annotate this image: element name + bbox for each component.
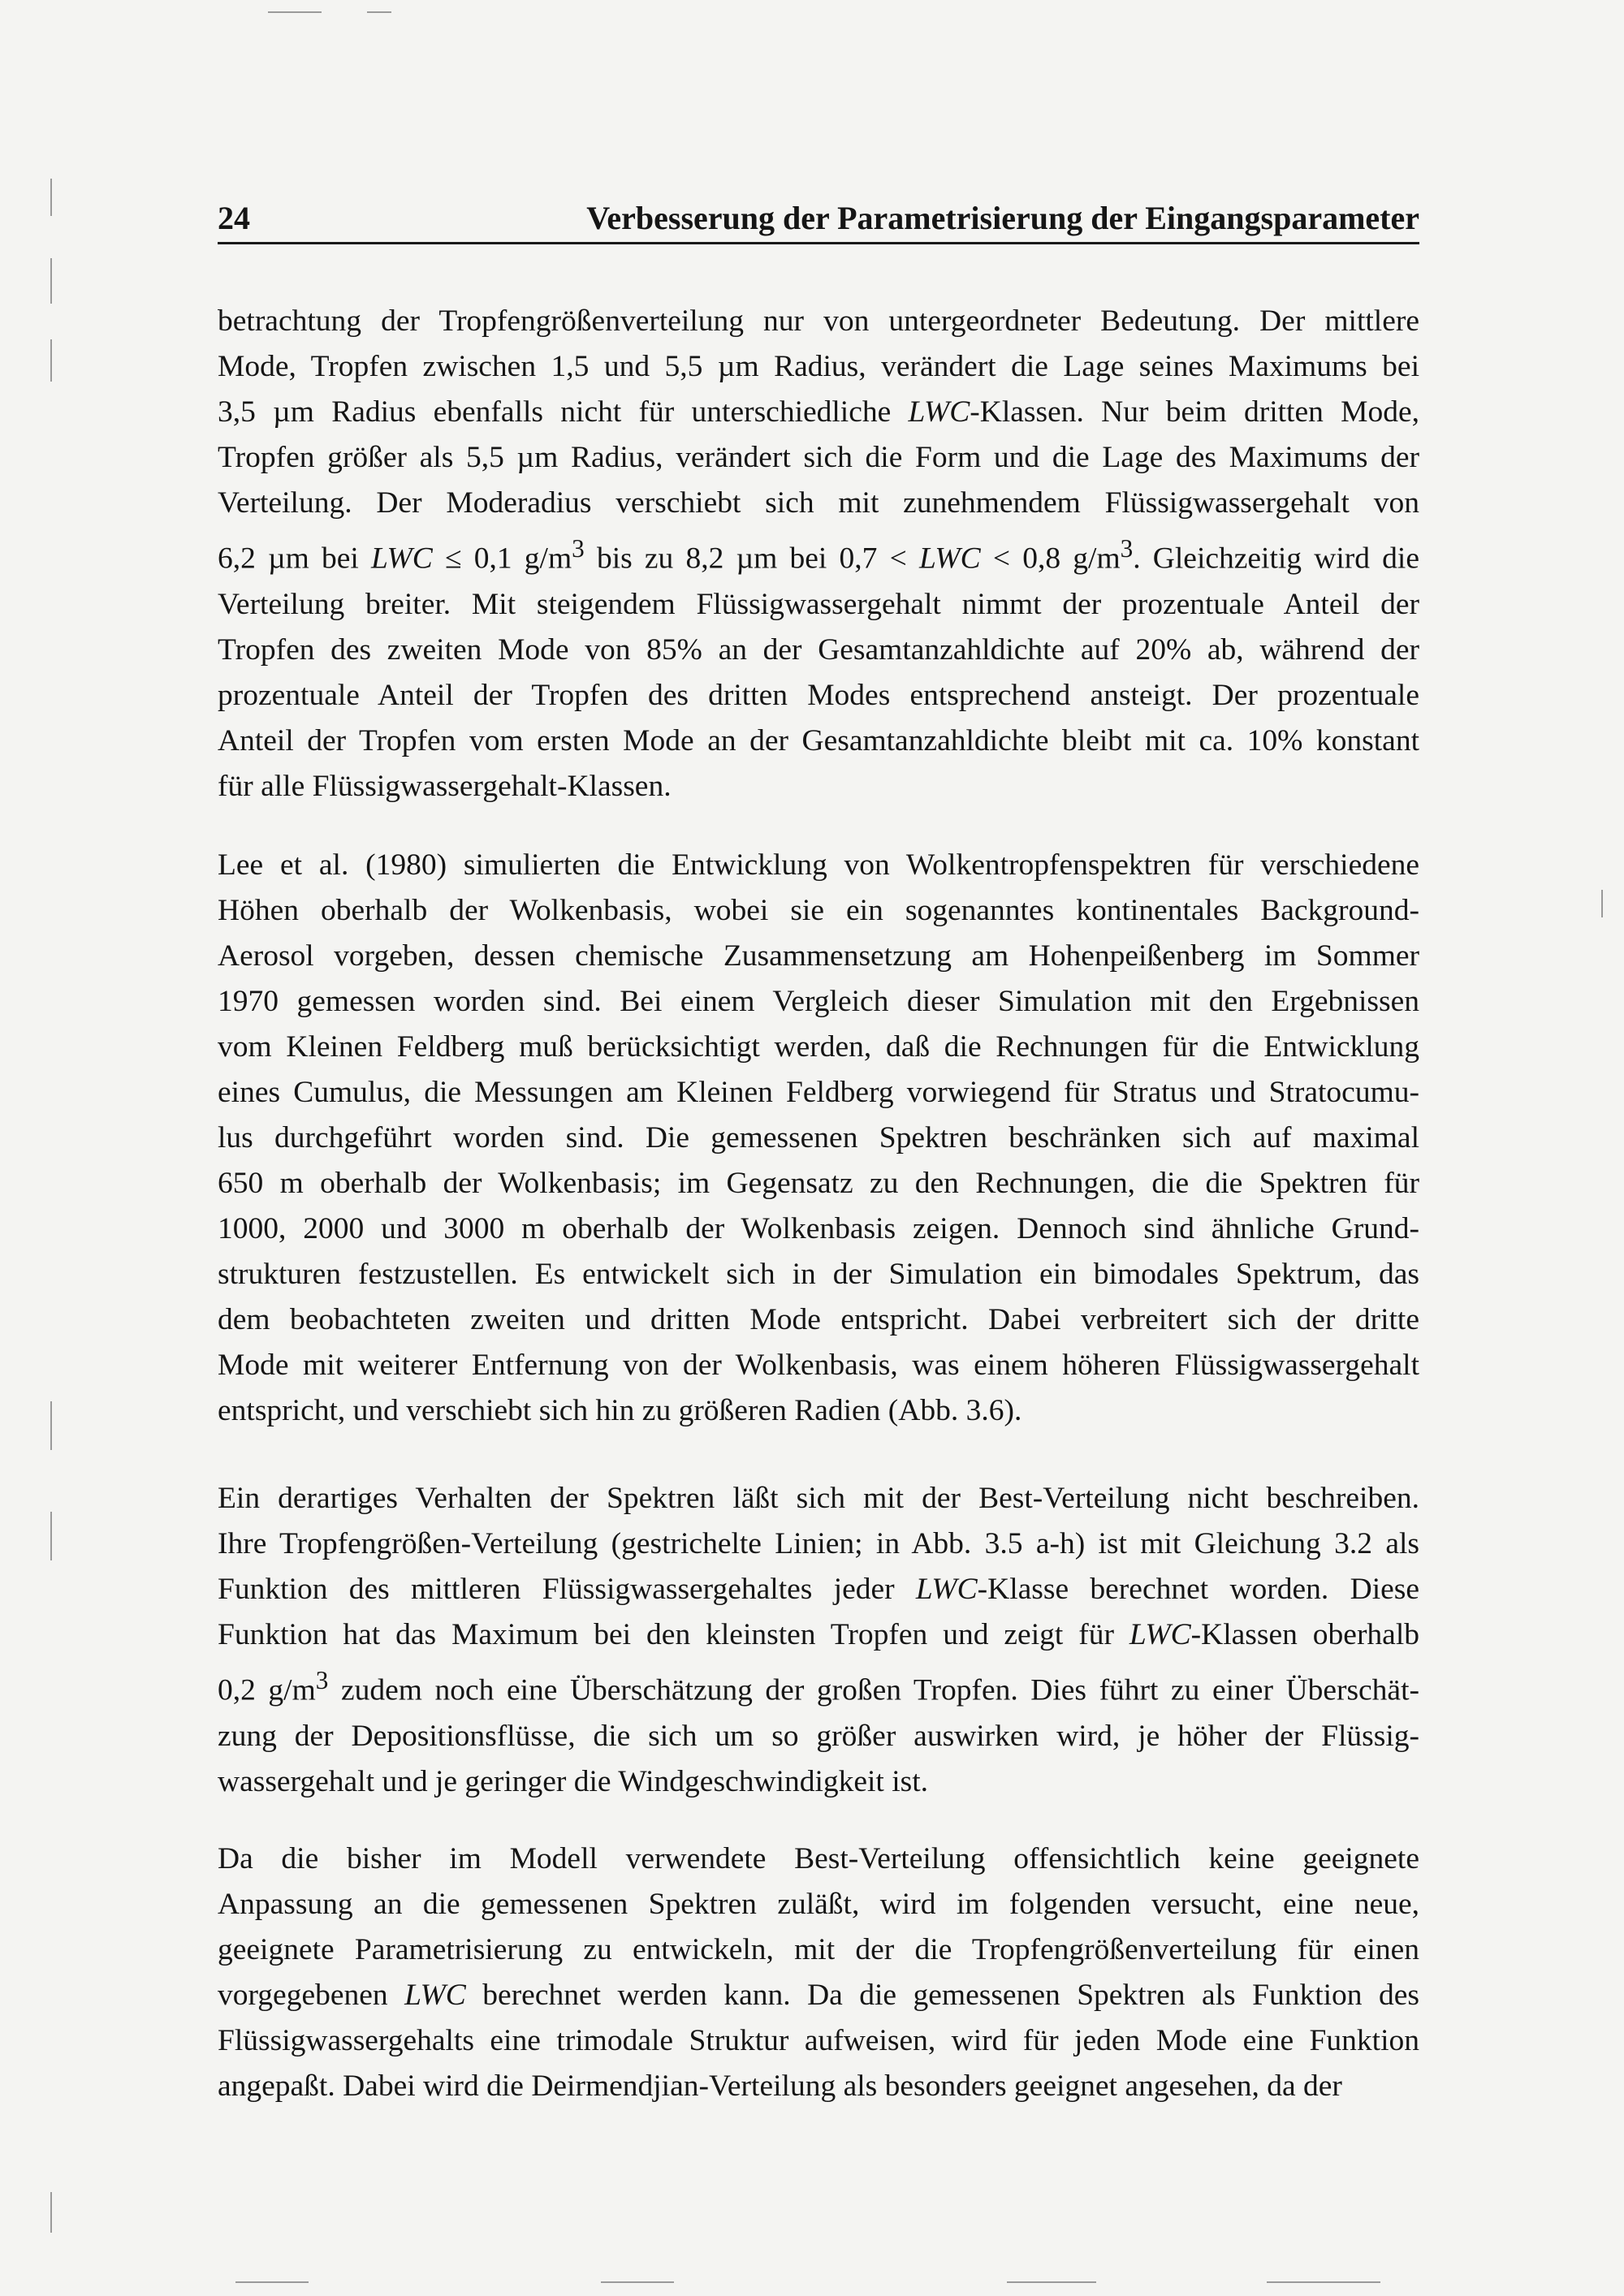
chapter-title: Verbesserung der Parametrisierung der Eingangsparameter — [586, 200, 1419, 236]
text-line: betrachtung der Tropfengrößenverteilung nur von untergeordneter Bedeutung. Der mittlere — [218, 304, 1419, 338]
text-line: Funktion hat das Maximum bei den kleinsten Tropfen und zeigt für LWC-Klassen oberhalb — [218, 1618, 1419, 1651]
scan-mark — [235, 2281, 309, 2283]
scan-mark — [50, 2192, 52, 2233]
text-line: lus durchgeführt worden sind. Die gemessenen Spektren beschränken sich auf maximal — [218, 1121, 1419, 1154]
text-line: Anteil der Tropfen vom ersten Mode an der Gesamtanzahldichte bleibt mit ca. 10% konstant — [218, 723, 1419, 757]
text-line: angepaßt. Dabei wird die Deirmendjian-Verteilung als besonders geeignet angesehen, da der — [218, 2069, 1342, 2103]
text-line: vorgegebenen LWC berechnet werden kann. Da die gemessenen Spektren als Funktion des — [218, 1979, 1419, 2012]
text-line: wassergehalt und je geringer die Windgeschwindigkeit ist. — [218, 1764, 929, 1798]
text-line: Mode, Tropfen zwischen 1,5 und 5,5 µm Radius, verändert die Lage seines Maximums bei — [218, 350, 1419, 383]
page-header — [218, 195, 1419, 244]
scan-mark — [367, 11, 391, 13]
scan-mark — [50, 179, 52, 216]
text-line: 650 m oberhalb der Wolkenbasis; im Gegensatz zu den Rechnungen, die die Spektren für — [218, 1167, 1419, 1200]
text-line: Tropfen größer als 5,5 µm Radius, verändert sich die Form und die Lage des Maximums der — [218, 441, 1419, 474]
scan-mark — [1601, 890, 1603, 917]
text-line: eines Cumulus, die Messungen am Kleinen Feldberg vorwiegend für Stratus und Stratocumu- — [218, 1076, 1419, 1109]
text-line: 1000, 2000 und 3000 m oberhalb der Wolkenbasis zeigen. Dennoch sind ähnliche Grund- — [218, 1212, 1419, 1245]
text-line: Verteilung. Der Moderadius verschiebt sich mit zunehmendem Flüssigwassergehalt von — [218, 486, 1419, 520]
scan-mark — [50, 339, 52, 382]
text-line: Höhen oberhalb der Wolkenbasis, wobei sie ein sogenanntes kontinentales Background- — [218, 894, 1419, 927]
text-line: Aerosol vorgeben, dessen chemische Zusammensetzung am Hohenpeißenberg im Sommer — [218, 939, 1419, 973]
text-line: geeignete Parametrisierung zu entwickeln, mit der die Tropfengrößenverteilung für einen — [218, 1933, 1419, 1966]
scan-mark — [601, 2281, 674, 2283]
paragraph-1 — [218, 299, 1419, 809]
text-line: Lee et al. (1980) simulierten die Entwicklung von Wolkentropfenspektren für verschiedene — [218, 848, 1419, 882]
text-line: Tropfen des zweiten Mode von 85% an der Gesamtanzahldichte auf 20% ab, während der — [218, 632, 1419, 667]
text-line: 1970 gemessen worden sind. Bei einem Vergleich dieser Simulation mit den Ergebnissen — [218, 985, 1419, 1018]
scan-mark — [1267, 2281, 1380, 2283]
text-line: entspricht, und verschiebt sich hin zu größeren Radien (Abb. 3.6). — [218, 1394, 1022, 1427]
scan-mark — [50, 1401, 52, 1450]
text-line: Verteilung breiter. Mit steigendem Flüssigwassergehalt nimmt der prozentuale Anteil der — [218, 587, 1419, 621]
text-line: Ein derartiges Verhalten der Spektren läßt sich mit der Best-Verteilung nicht beschreiben. — [218, 1482, 1419, 1515]
text-line: Funktion des mittleren Flüssigwassergehaltes jeder LWC-Klasse berechnet worden. Diese — [218, 1573, 1419, 1606]
text-line: Mode mit weiterer Entfernung von der Wolkenbasis, was einem höheren Flüssigwassergehalt — [218, 1349, 1419, 1382]
text-line: Da die bisher im Modell verwendete Best-Verteilung offensichtlich keine geeignete — [218, 1842, 1419, 1875]
text-line: 3,5 µm Radius ebenfalls nicht für unterschiedliche LWC-Klassen. Nur beim dritten Mode, — [218, 395, 1420, 429]
page-number: 24 — [218, 200, 250, 236]
paragraph-2 — [218, 843, 1419, 1434]
scan-mark — [50, 1512, 52, 1560]
text-line: prozentuale Anteil der Tropfen des dritten Modes entsprechend ansteigt. Der prozentuale — [218, 678, 1419, 712]
scan-mark — [268, 11, 322, 13]
text-line: Ihre Tropfengrößen-Verteilung (gestrichelte Linien; in Abb. 3.5 a-h) ist mit Gleichung 3.2 als — [218, 1527, 1419, 1560]
text-line: Flüssigwassergehalts eine trimodale Struktur aufweisen, wird für jeden Mode eine Funktion — [218, 2024, 1419, 2057]
text-line: dem beobachteten zweiten und dritten Mode entspricht. Dabei verbreitert sich der dritte — [218, 1303, 1419, 1336]
paragraph-4 — [218, 1836, 1419, 2109]
text-line: zung der Depositionsflüsse, die sich um so größer auswirken wird, je höher der Flüssig- — [218, 1719, 1419, 1753]
text-line: für alle Flüssigwassergehalt-Klassen. — [218, 769, 672, 803]
scan-mark — [50, 258, 52, 304]
text-line: vom Kleinen Feldberg muß berücksichtigt werden, daß die Rechnungen für die Entwicklung — [218, 1030, 1419, 1064]
text-line: 0,2 $g/m^3$ zudem noch eine Überschätzung der großen Tropfen. Dies führt zu einer Überschät- — [218, 1666, 1419, 1707]
text-line: Anpassung an die gemessenen Spektren zuläßt, wird im folgenden versucht, eine neue, — [218, 1888, 1419, 1921]
paragraph-3 — [218, 1476, 1419, 1805]
text-line: 6,2 µm bei LWC ≤ 0,1 $g/m^3$ bis zu 8,2 µm bei 0,7 < LWC < 0,8 $g/m^3$. Gleichzeitig wird die — [218, 534, 1419, 576]
text-line: strukturen festzustellen. Es entwickelt sich in der Simulation ein bimodales Spektrum, das — [218, 1258, 1419, 1291]
scan-mark — [1007, 2281, 1096, 2283]
